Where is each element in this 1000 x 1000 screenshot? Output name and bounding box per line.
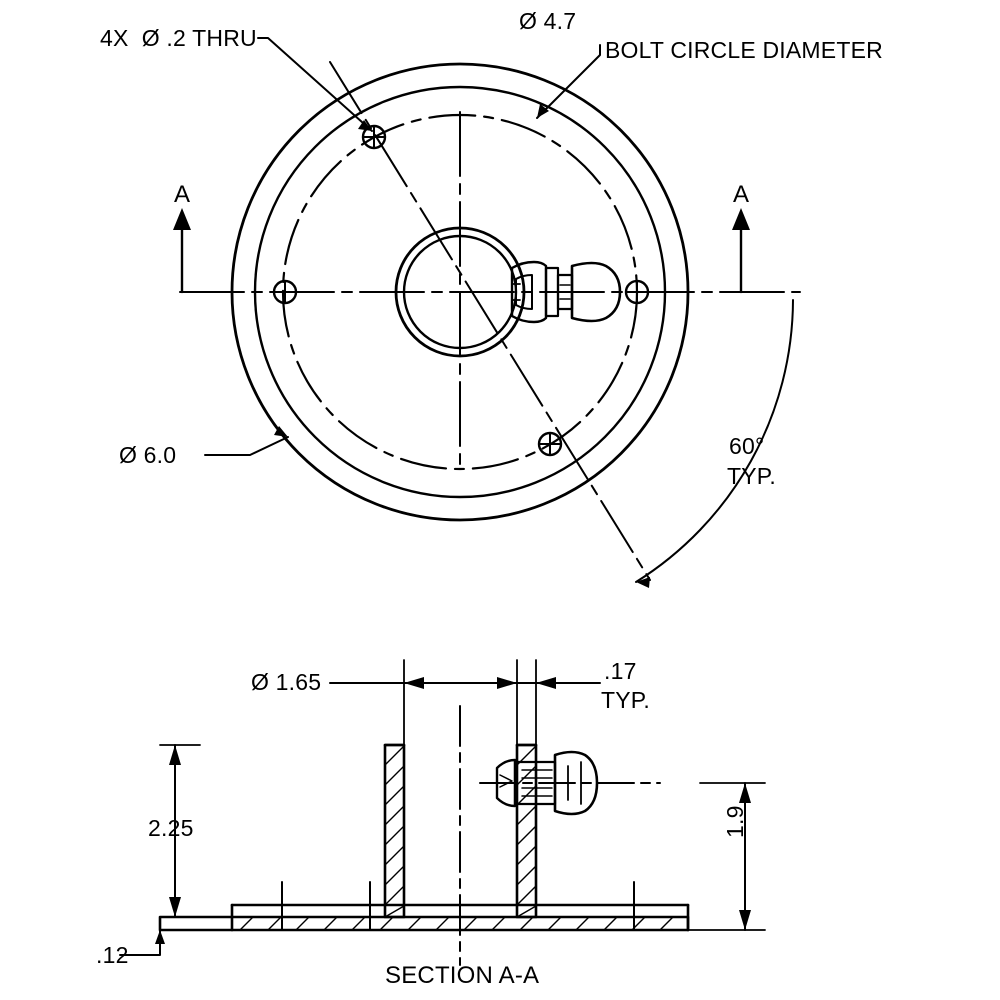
tube-wall-right	[517, 745, 536, 917]
hatch-left-wall	[385, 746, 404, 917]
bolt-hole-right	[626, 281, 648, 303]
angle-value-text: 60°	[729, 433, 765, 459]
bolt-axis-diagonal	[330, 62, 650, 580]
step-height-text: 1.9	[722, 805, 748, 838]
section-view-geometry	[160, 706, 688, 965]
overall-height-text: 2.25	[148, 815, 194, 841]
tube-wall-left	[385, 745, 404, 917]
bolt-hole-lower-right	[539, 433, 561, 455]
thickness-typ-label: TYP.	[601, 687, 650, 713]
outer-dia-text: Ø 6.0	[119, 442, 177, 468]
section-letter-left: A	[174, 181, 191, 208]
hole-note-text: 4X Ø .2 THRU	[100, 25, 257, 51]
hatch-right-wall	[517, 746, 536, 917]
bore-dia-text: Ø 1.65	[251, 669, 322, 695]
section-title-text: SECTION A-A	[385, 962, 540, 989]
hatch-base-plate	[240, 917, 673, 930]
outer-dia-leader	[205, 437, 288, 455]
angle-typ-text: TYP.	[727, 463, 776, 489]
top-view-annotation-lines	[173, 38, 793, 588]
base-thickness-text: .12	[96, 942, 129, 968]
bolt-circle-dia-text: Ø 4.7	[519, 8, 577, 34]
bolt-circle-label-text: BOLT CIRCLE DIAMETER	[605, 37, 883, 63]
thickness-typ-value: .17	[604, 658, 637, 684]
section-arrow-right-head	[732, 208, 750, 230]
section-arrow-left-head	[173, 208, 191, 230]
top-view-geometry	[180, 62, 800, 580]
base-plate	[160, 917, 688, 930]
bolt-hole-left	[274, 281, 296, 303]
section-view-dimension-lines	[120, 660, 765, 955]
section-letter-right: A	[733, 181, 750, 208]
